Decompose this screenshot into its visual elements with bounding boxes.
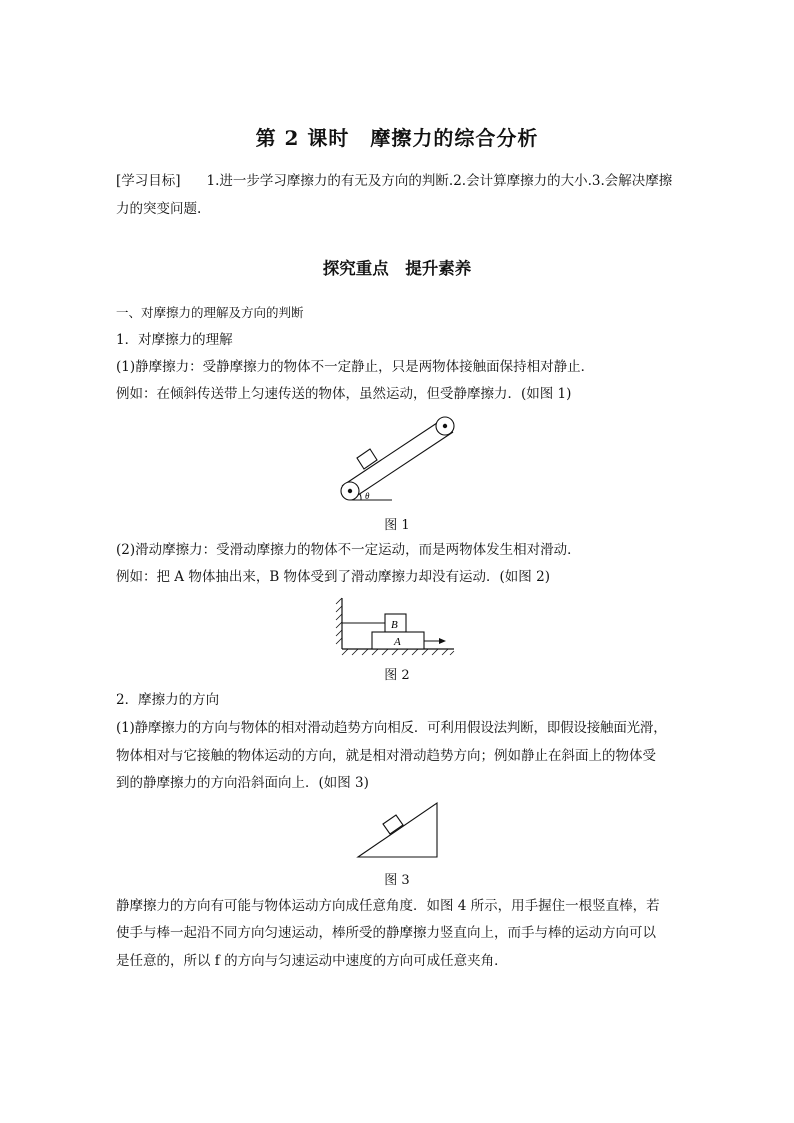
angle-arc — [360, 494, 361, 500]
sliding-friction-example: 例如：把 A 物体抽出来，B 物体受到了滑动摩擦力却没有运动．(如图 2) — [116, 569, 550, 585]
static-friction-paragraph: (1)静摩擦力：受静摩擦力的物体不一定静止，只是两物体接触面保持相对静止． — [116, 359, 595, 375]
figure-2-blocks — [334, 594, 460, 656]
static-friction-example: 例如：在倾斜传送带上匀速传送的物体，虽然运动，但受静摩擦力．(如图 1) — [116, 386, 572, 402]
figure-3-incline — [355, 800, 441, 862]
block-b-label: B — [391, 619, 398, 631]
sub1-heading: 1．对摩擦力的理解 — [116, 332, 233, 348]
objectives-line-2: 力的突变问题. — [116, 201, 202, 217]
block-a-label: A — [394, 636, 401, 648]
section-title: 探究重点 提升素养 — [322, 259, 472, 278]
floor-hatching — [342, 649, 454, 655]
part1-heading: 一、对摩擦力的理解及方向的判断 — [116, 305, 304, 320]
objectives-line-1 — [116, 172, 682, 190]
pull-arrow-head — [439, 638, 446, 644]
figure-2-caption: 图 2 — [384, 668, 410, 683]
angle-label: θ — [365, 491, 370, 501]
figure-3-caption: 图 3 — [384, 873, 410, 888]
figure-1-caption: 图 1 — [384, 518, 410, 533]
sub2-heading: 2．摩擦力的方向 — [116, 692, 220, 708]
objectives-text-1: 1.进一步学习摩擦力的有无及方向的判断.2.会计算摩擦力的大小.3.会解决摩擦 — [206, 173, 673, 189]
incline-triangle — [358, 803, 437, 857]
page-title: 第 2 课时 摩擦力的综合分析 — [255, 126, 539, 150]
direction-paragraph-line-3: 到的静摩擦力的方向沿斜面向上．(如图 3) — [116, 775, 369, 791]
sliding-friction-paragraph: (2)滑动摩擦力：受滑动摩擦力的物体不一定运动，而是两物体发生相对滑动． — [116, 542, 581, 558]
any-angle-paragraph-line-3: 是任意的，所以 f 的方向与匀速运动中速度的方向可成任意夹角． — [116, 953, 508, 969]
figure-1-conveyor — [330, 410, 460, 508]
direction-paragraph-line-2: 物体相对与它接触的物体运动的方向，就是相对滑动趋势方向；例如静止在斜面上的物体受 — [116, 748, 656, 764]
objectives-label: [学习目标] — [116, 173, 181, 189]
block-on-belt — [357, 449, 377, 469]
belt-upper-edge — [342, 419, 443, 486]
top-roller-axle — [443, 424, 447, 428]
any-angle-paragraph-line-2: 使手与棒一起沿不同方向匀速运动，棒所受的静摩擦力竖直向上，而手与棒的运动方向可以 — [116, 925, 656, 941]
bottom-roller-axle — [348, 489, 352, 493]
any-angle-paragraph-line-1: 静摩擦力的方向有可能与物体运动方向成任意角度．如图 4 所示，用手握住一根竖直棒，若 — [116, 898, 660, 914]
direction-paragraph-line-1: (1)静摩擦力的方向与物体的相对滑动趋势方向相反．可利用假设法判断，即假设接触面光滑， — [116, 720, 667, 736]
wall-hatching — [336, 598, 342, 644]
